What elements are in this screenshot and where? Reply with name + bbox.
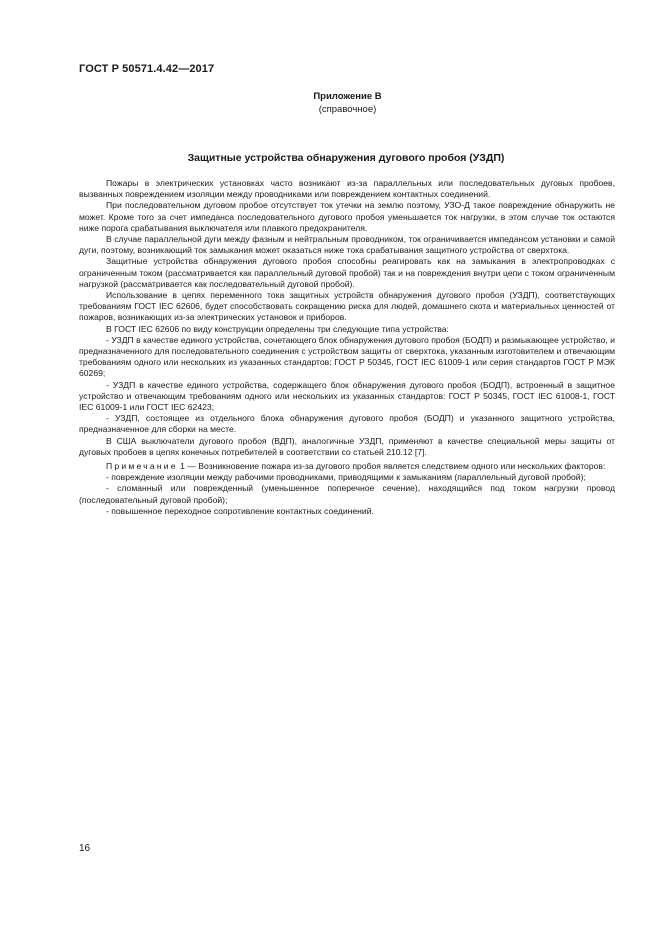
paragraph: При последовательном дуговом пробое отсутствует ток утечки на землю поэтому, УЗО-Д такое повреждение обнаружить не может. Кроме того за счет импеданса последовательного дугового пробоя уменьшается ток нагрузки, в этом случае ток остаются ниже порога срабатывания выключателя или плавкого предохранителя.: [79, 200, 615, 233]
note-text: 1 — Возникновение пожара из-за дугового пробоя является следствием одного или нескольких факторов:: [177, 461, 606, 472]
appendix-heading: [250, 91, 445, 116]
list-item: - УЗДП в качестве единого устройства, сочетающего блок обнаружения дугового пробоя (БОДП) и размыкающее устройство, и предназначенного для последовательного соединения с устройством защиты от сверхтока, указанным изготовителем и отвечающим требованиям одного или нескольких из указанных стандартов: ГОСТ Р 50345, ГОСТ IEC 61009-1 или серия стандартов ГОСТ Р МЭК 60269;: [79, 334, 615, 379]
list-item: - УЗДП в качестве единого устройства, содержащего блок обнаружения дугового пробоя (БОДП), встроенный в защитное устройство и отвечающим требованиям одного или нескольких из указанных стандартов: ГОСТ Р 50345, ГОСТ IEC 61008-1, ГОСТ IEC 61009-1 или ГОСТ IEC 62423;: [79, 379, 615, 413]
body-text: [79, 178, 615, 517]
note-item: - повышенное переходное сопротивление контактных соединений.: [106, 505, 374, 516]
appendix-title: Приложение В: [313, 91, 382, 102]
note-paragraph: [79, 461, 615, 472]
note-item: - повреждение изоляции между рабочими проводниками, приводящими к замыканиям (параллельный дуговой пробой);: [106, 472, 586, 483]
note-item: - сломанный или поврежденный (уменьшенное поперечное сечение), находящийся под током нагрузки провод (последовательный дуговой пробой);: [79, 483, 615, 505]
standard-header: ГОСТ Р 50571.4.42—2017: [79, 63, 215, 75]
list-item: - УЗДП, состоящее из отдельного блока обнаружения дугового пробоя (БОДП) и указанного защитного устройства, предназначенное для сборки на месте.: [79, 413, 615, 435]
section-title: Защитные устройства обнаружения дугового пробоя (УЗДП): [187, 152, 505, 164]
page-number: 16: [79, 843, 91, 854]
paragraph: Защитные устройства обнаружения дугового пробоя способны реагировать как на замыкания в электропроводках с ограниченным током (рассматривается как параллельный дуговой пробой) так и на повреждения внутри цепи с током ограниченным нагрузкой (рассматривается как последовательный дуговой пробой).: [79, 256, 615, 289]
appendix-subtitle: (справочное): [318, 103, 377, 115]
paragraph: В случае параллельной дуги между фазным и нейтральным проводником, ток ограничивается импедансом установки и самой дуги, поэтому, возникающий ток замыкания может оказаться ниже тока срабатывания защитного устройства от сверхтока.: [79, 234, 615, 256]
paragraph: В ГОСТ IEC 62606 по виду конструкции определены три следующие типа устройства:: [106, 323, 449, 334]
note-label: Примечание: [106, 461, 178, 472]
paragraph: В США выключатели дугового пробоя (ВДП), аналогичные УЗДП, применяют в качестве специальной меры защиты от дуговых пробоев в цепях конечных потребителей в соответствии со статьей 210.12 [7].: [79, 435, 615, 457]
paragraph: Пожары в электрических установках часто возникают из-за параллельных или последовательных дуговых пробоев, вызванных повреждением изоляции между проводниками или повреждением контактных соединений.: [79, 178, 615, 200]
paragraph: Использование в цепях переменного тока защитных устройств обнаружения дугового пробоя (УЗДП), соответствующих требованиям ГОСТ IEC 62606, будет способствовать сокращению риска для людей, домашнего скота и материальных ценностей от пожаров, возникающих из-за электрических установок и приборов.: [79, 290, 615, 323]
